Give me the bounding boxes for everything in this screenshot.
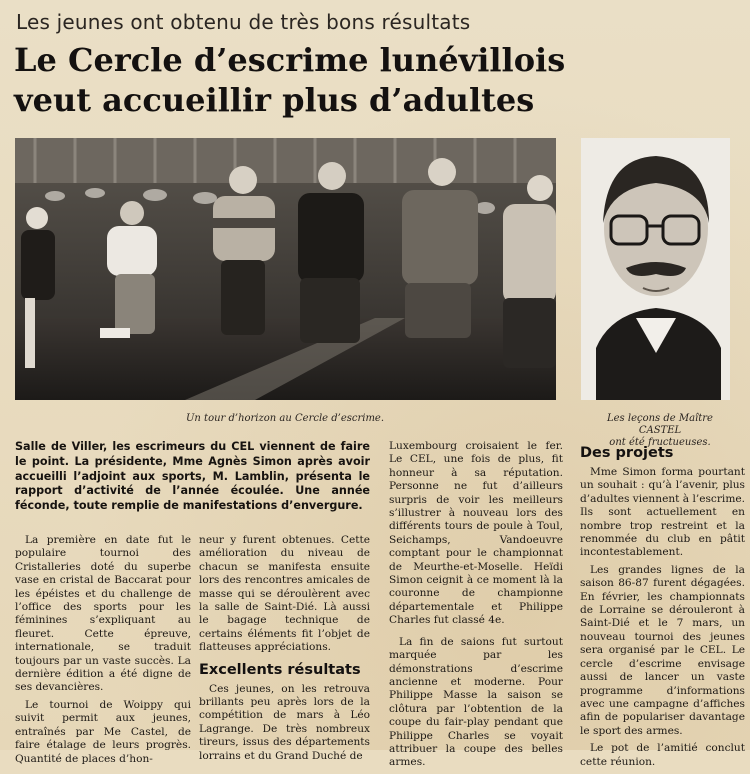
article-lead: Salle de Viller, les escrimeurs du CEL viennent de faire le point. La présidente, Mme Agnès Simon après avoir accueilli l’adjoint aux sports, M. Lamblin, présenta le rapport d’activité de l’année écoulée. Une année féconde, toute remplie de manifestations d’envergure. [15, 440, 370, 513]
column-4-paragraph-2: Les grandes lignes de la saison 86-87 furent dégagées. En février, les championnats de Lorraine se dérouleront à Saint-Dié et le 7 mars, un nouveau tournoi des jeunes sera organisé par le CEL. Le cercle d’escrime envisage aussi de lancer un vaste programme d’informations avec une campagne d’affiches afin de populariser davantage le sport des armes. [580, 563, 745, 737]
column-4-paragraph-1: Mme Simon forma pourtant un souhait : qu’à l’avenir, plus d’adultes viennent à l’escrime. Ils sont actuellement en nombre trop restreint et la renommée du club en pâtit incontestablement. [580, 466, 746, 559]
column-3-paragraph-1: Luxembourg croisaient le fer. Le CEL, une fois de plus, fit honneur à sa réputation. Personne ne fut d’ailleurs surpris de voir les meilleurs s’illustrer à nouveau lors des différents tours de poule à Toul, Seichamps, Vandoeuvre comptant pour le championnat de Meurthe-et-Moselle. Heïdi Simon ceignit à ce moment là la couronne de championne départementale et Philippe Charles fut classé 4e. [389, 440, 563, 627]
portrait-caption-line-1: Les leçons de Maître CASTEL [607, 413, 713, 436]
article-kicker: Les jeunes ont obtenu de très bons résultats [16, 10, 471, 34]
portrait-caption-line-2: ont été fructueuses. [609, 437, 711, 448]
column-1-paragraph-2: Le tournoi de Woippy qui suivit permit aux jeunes, entraînés par Me Castel, de faire étalage de leurs progrès. Quantité de places d’hon- [15, 698, 191, 765]
subhead-des-projets: Des projets [580, 445, 674, 461]
column-1-paragraph-1: La première en date fut le populaire tournoi des Cristalleries doté du superbe vase en cristal de Baccarat pour les épéistes et du challenge de l’office des sports pour les féminines s’expliquant au fleuret. Cette épreuve, internationale, se traduit toujours par un vaste succès. La dernière édition a été digne de ses devancières. [15, 534, 191, 694]
column-2 [199, 534, 370, 767]
column-2-paragraph-2: Ces jeunes, on les retrouva brillants peu après lors de la compétition de mars à Léo Lagrange. De très nombreux tireurs, issus des départements lorrains et du Grand Duché de [199, 682, 370, 762]
portrait-photo [581, 138, 730, 400]
subhead-excellents-resultats: Excellents résultats [199, 661, 361, 678]
headline-line-1: Le Cercle d’escrime lunévillois [14, 41, 566, 79]
column-3 [389, 440, 563, 774]
headline-line-2: veut accueillir plus d’adultes [14, 81, 535, 119]
portrait-photo-image [581, 138, 730, 400]
column-4 [580, 440, 745, 773]
column-1 [15, 534, 191, 770]
group-photo [15, 138, 556, 400]
group-photo-image [15, 138, 556, 400]
column-2-paragraph-1: neur y furent obtenues. Cette amélioration du niveau de chacun se manifesta ensuite lors des rencontres amicales de masse qui se déroulèrent avec la salle de Saint-Dié. Là aussi le bagage technique de certains éléments fit l’objet de flatteuses appréciations. [199, 534, 370, 654]
group-photo-caption: Un tour d’horizon au Cercle d’escrime. [186, 413, 385, 424]
column-3-paragraph-2: La fin de saions fut surtout marquée par les démonstrations d’escrime ancienne et moderne. Pour Philippe Masse la saison se clôtura par l’obtention de la coupe du fair-play pendant que Philippe Charles se voyait attribuer la coupe des belles armes. [389, 635, 563, 769]
article-headline [14, 40, 734, 120]
column-4-paragraph-3: Le pot de l’amitié conclut cette réunion. [580, 742, 745, 768]
